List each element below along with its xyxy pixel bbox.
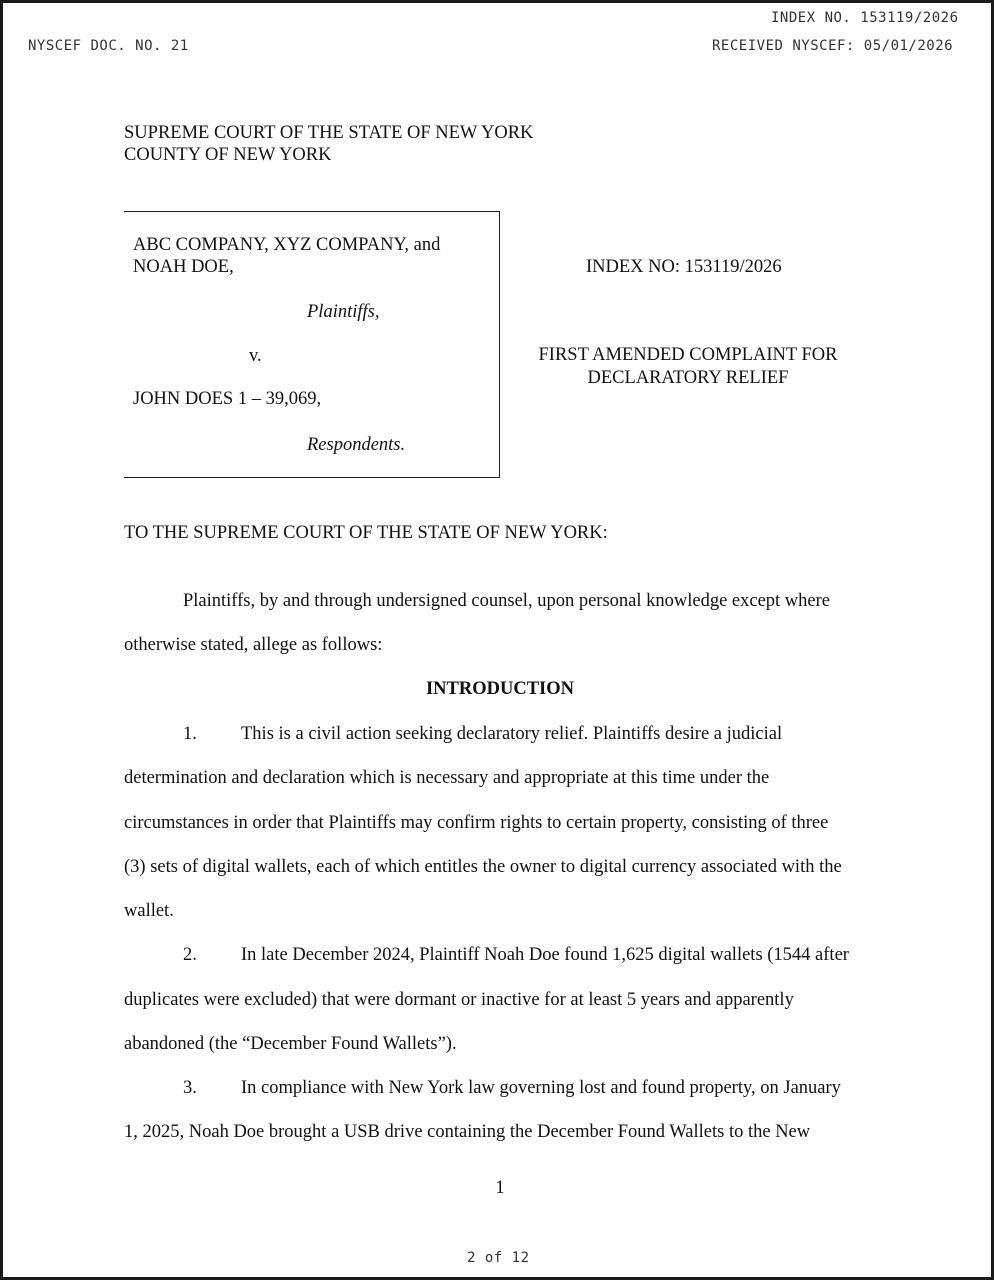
paragraph-line: (3) sets of digital wallets, each of which entitles the owner to digital currency associated with the xyxy=(124,857,842,877)
salutation: TO THE SUPREME COURT OF THE STATE OF NEW YORK: xyxy=(124,523,608,543)
court-name-line2: COUNTY OF NEW YORK xyxy=(124,145,332,165)
plaintiffs-line1: ABC COMPANY, XYZ COMPANY, and xyxy=(133,235,441,255)
paragraph-line: In compliance with New York law governing lost and found property, on January xyxy=(241,1078,841,1098)
court-name-line1: SUPREME COURT OF THE STATE OF NEW YORK xyxy=(124,123,534,143)
paragraph-line: circumstances in order that Plaintiffs may confirm rights to certain property, consisting of three xyxy=(124,813,829,833)
respondents-name: JOHN DOES 1 – 39,069, xyxy=(133,389,322,409)
header-index-no: INDEX NO. 153119/2026 xyxy=(771,10,959,26)
plaintiffs-line2: NOAH DOE, xyxy=(133,257,234,277)
paragraph-line: abandoned (the “December Found Wallets”). xyxy=(124,1034,457,1054)
paragraph-line: wallet. xyxy=(124,901,174,921)
caption-index-no: INDEX NO: 153119/2026 xyxy=(586,257,782,277)
paragraph-number: 3. xyxy=(183,1078,197,1098)
paragraph-number: 2. xyxy=(183,945,197,965)
intro-line2: otherwise stated, allege as follows: xyxy=(124,635,383,655)
paragraph-line: determination and declaration which is necessary and appropriate at this time under the xyxy=(124,768,770,788)
paragraph-line: This is a civil action seeking declaratory relief. Plaintiffs desire a judicial xyxy=(241,724,783,744)
complaint-title-line1: FIRST AMENDED COMPLAINT FOR xyxy=(538,345,838,365)
page-number: 1 xyxy=(495,1178,505,1198)
paragraph-number: 1. xyxy=(183,724,197,744)
header-doc-no: NYSCEF DOC. NO. 21 xyxy=(28,38,189,54)
versus: v. xyxy=(249,346,262,366)
paragraph-line: In late December 2024, Plaintiff Noah Doe found 1,625 digital wallets (1544 after xyxy=(241,945,849,965)
plaintiffs-role: Plaintiffs, xyxy=(307,302,380,322)
intro-line1: Plaintiffs, by and through undersigned counsel, upon personal knowledge except where xyxy=(183,591,831,611)
section-heading: INTRODUCTION xyxy=(425,679,575,699)
page-of-total: 2 of 12 xyxy=(467,1250,530,1266)
header-received: RECEIVED NYSCEF: 05/01/2026 xyxy=(712,38,954,54)
respondents-role: Respondents. xyxy=(307,435,406,455)
paragraph-line: 1, 2025, Noah Doe brought a USB drive containing the December Found Wallets to the New xyxy=(124,1122,811,1142)
complaint-title-line2: DECLARATORY RELIEF xyxy=(587,368,789,388)
paragraph-line: duplicates were excluded) that were dormant or inactive for at least 5 years and apparently xyxy=(124,990,794,1010)
